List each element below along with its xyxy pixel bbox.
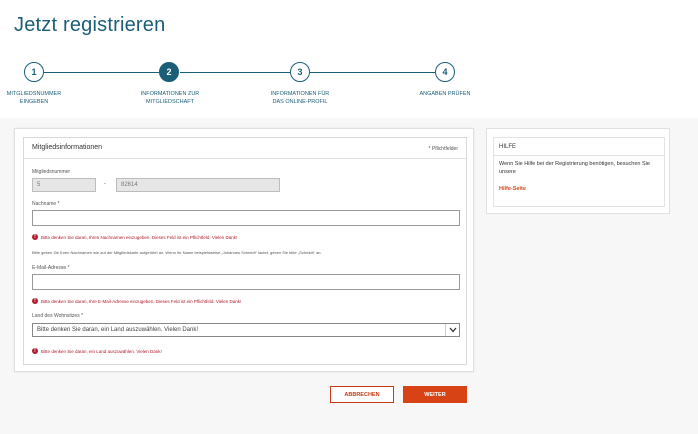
- country-label: Land des Wohnsitzes *: [32, 313, 84, 319]
- email-error-text: Bitte denken Sie daran, Ihre E-Mail-Adresse einzugeben. Dieses Feld ist ein Pflichtfeld. Vielen Dank!: [41, 298, 242, 304]
- step-1-circle[interactable]: 1: [24, 62, 44, 82]
- registration-form-card: [14, 128, 474, 372]
- step-3-circle: 3: [290, 62, 310, 82]
- error-icon: !: [32, 234, 38, 240]
- help-title: HILFE: [499, 144, 517, 150]
- cancel-button[interactable]: ABBRECHEN: [330, 386, 394, 403]
- last-name-label: Nachname *: [32, 201, 60, 207]
- member-number-label: Mitgliedsnummer: [32, 169, 71, 175]
- divider: [494, 155, 664, 156]
- step-connector: [180, 72, 290, 73]
- help-page-link[interactable]: Hilfe-Seite: [499, 186, 526, 192]
- step-connector: [44, 72, 159, 73]
- email-error: [32, 298, 241, 304]
- next-button[interactable]: WEITER: [403, 386, 467, 403]
- last-name-input[interactable]: [32, 210, 460, 226]
- last-name-hint: Bitte geben Sie Ihren Nachnamen wie auf der Mitgliedskarte aufgeführt an. Wenn Ihr Name beispielsweise „Johannes Schmidt“ lautet, geben Sie bitte „Schmidt“ an.: [32, 250, 322, 255]
- step-2-label: INFORMATIONEN ZUR MITGLIEDSCHAFT: [140, 91, 200, 105]
- country-select[interactable]: [32, 323, 460, 337]
- step-3-label: INFORMATIONEN FÜR DAS ONLINE-PROFIL: [270, 91, 330, 105]
- divider: [24, 158, 466, 159]
- error-icon: !: [32, 298, 38, 304]
- required-fields-note: * Pflichtfelder: [428, 146, 458, 152]
- last-name-error-text: Bitte denken Sie daran, Ihren Nachnamen einzugeben. Dieses Feld ist ein Pflichtfeld. Vielen Dank!: [41, 234, 238, 240]
- progress-stepper: [0, 60, 698, 116]
- help-box: [493, 137, 665, 207]
- last-name-error: [32, 234, 237, 240]
- country-error-text: Bitte denken Sie daran, ein Land auszuwählen. Vielen Dank!: [41, 348, 162, 354]
- step-2-circle: 2: [159, 62, 179, 82]
- error-icon: !: [32, 348, 38, 354]
- help-text: Wenn Sie Hilfe bei der Registrierung benötigen, besuchen Sie unsere: [499, 161, 650, 175]
- step-1-label: MITGLIEDSNUMMER EINGEBEN: [6, 91, 62, 105]
- step-4-circle: 4: [435, 62, 455, 82]
- email-input[interactable]: [32, 274, 460, 290]
- chevron-down-icon[interactable]: [445, 324, 459, 336]
- step-connector: [310, 72, 435, 73]
- help-card: [486, 128, 670, 214]
- step-4-label: ANGABEN PRÜFEN: [419, 91, 471, 97]
- country-select-value: Bitte denken Sie daran, ein Land auszuwählen. Vielen Dank!: [37, 327, 199, 333]
- member-number-prefix-field: 5: [32, 178, 96, 192]
- member-number-field: 82614: [116, 178, 280, 192]
- section-title: Mitgliedsinformationen: [32, 144, 103, 151]
- page-title: Jetzt registrieren: [14, 14, 166, 36]
- member-info-section: [23, 137, 467, 365]
- email-label: E-Mail-Adresse *: [32, 265, 70, 271]
- country-error: [32, 348, 162, 354]
- member-number-separator: -: [104, 181, 106, 187]
